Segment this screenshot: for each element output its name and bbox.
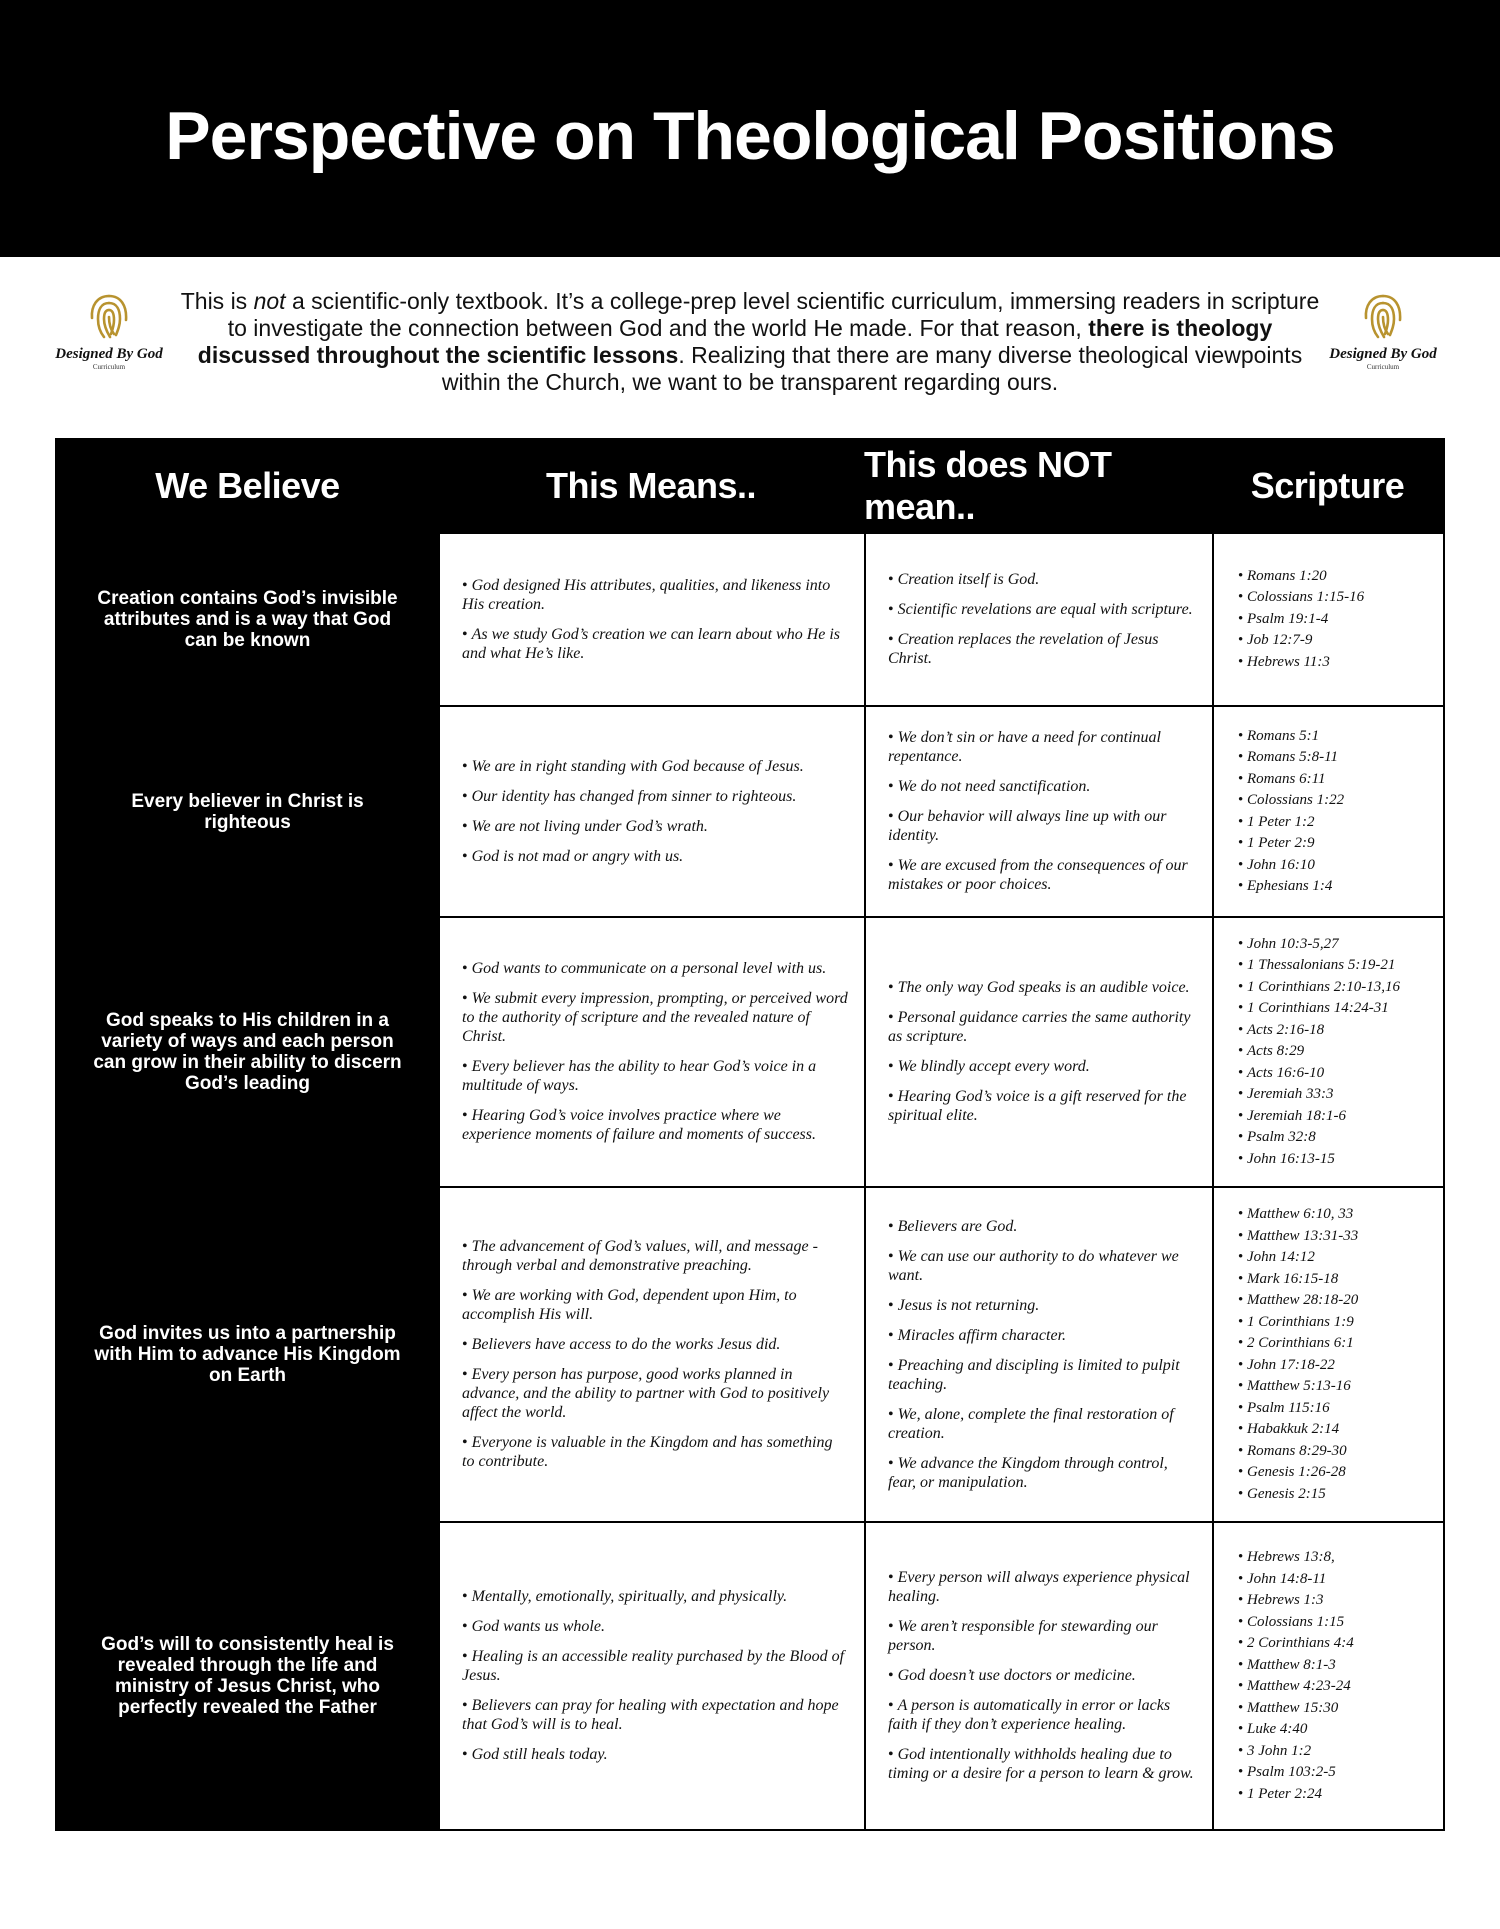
list-item: • John 14:8-11: [1238, 1569, 1427, 1591]
logo-sub-text: Curriculum: [92, 363, 126, 371]
page-title: Perspective on Theological Positions: [165, 97, 1335, 174]
list-item: • Romans 8:29-30: [1238, 1441, 1427, 1463]
list-item: • Psalm 32:8: [1238, 1127, 1427, 1149]
list-item: • 2 Corinthians 6:1: [1238, 1333, 1427, 1355]
list-item: • Miracles affirm character.: [888, 1326, 1196, 1345]
list-item: • God wants to communicate on a personal level with us.: [462, 959, 848, 978]
intro-bold: there is theology discussed throughout the scientific lessons: [197, 315, 1273, 368]
list-item: • Every person has purpose, good works planned in advance, and the ability to partner with God to positively affect the world.: [462, 1365, 848, 1422]
list-item: • Hebrews 11:3: [1238, 652, 1427, 674]
list-item: • We are working with God, dependent upon Him, to accomplish His will.: [462, 1286, 848, 1324]
belief-statement: Creation contains God’s invisible attributes and is a way that God can be known: [57, 534, 438, 705]
list-item: • John 14:12: [1238, 1247, 1427, 1269]
list-item: • The only way God speaks is an audible voice.: [888, 978, 1196, 997]
header-this-means: This Means..: [545, 465, 757, 506]
means-cell: [438, 1523, 864, 1829]
list-item: • God designed His attributes, qualities, and likeness into His creation.: [462, 576, 848, 614]
intro-paragraph: [180, 288, 1320, 396]
list-item: • Genesis 1:26-28: [1238, 1462, 1427, 1484]
list-item: • Hearing God’s voice involves practice where we experience moments of failure and moments of success.: [462, 1106, 848, 1144]
table-row: [57, 1521, 1443, 1829]
belief-statement: God speaks to His children in a variety of ways and each person can grow in their ability to discern God’s leading: [57, 918, 438, 1186]
list-item: • Romans 6:11: [1238, 769, 1427, 791]
list-item: • Colossians 1:22: [1238, 790, 1427, 812]
table-body: [57, 532, 1443, 1829]
list-item: • We advance the Kingdom through control, fear, or manipulation.: [888, 1454, 1196, 1492]
logo-brand-text: Designed By God: [1329, 346, 1437, 362]
list-item: • We do not need sanctification.: [888, 777, 1196, 796]
means-cell: [438, 707, 864, 916]
intro-text-1: This is: [180, 288, 254, 314]
list-item: • 1 Peter 2:9: [1238, 833, 1427, 855]
list-item: • Everyone is valuable in the Kingdom and has something to contribute.: [462, 1433, 848, 1471]
not-mean-cell: [864, 918, 1212, 1186]
logo-left: [44, 288, 174, 383]
list-item: • Luke 4:40: [1238, 1719, 1427, 1741]
list-item: • Colossians 1:15: [1238, 1612, 1427, 1634]
fingerprint-icon: [1355, 288, 1411, 344]
list-item: • We, alone, complete the final restoration of creation.: [888, 1405, 1196, 1443]
list-item: • Believers are God.: [888, 1217, 1196, 1236]
list-item: • Acts 8:29: [1238, 1041, 1427, 1063]
list-item: • Psalm 19:1-4: [1238, 609, 1427, 631]
list-item: • Believers can pray for healing with expectation and hope that God’s will is to heal.: [462, 1696, 848, 1734]
list-item: • God wants us whole.: [462, 1617, 848, 1636]
logo-right: [1318, 288, 1448, 383]
logo-brand-text: Designed By God: [55, 346, 163, 362]
list-item: • Scientific revelations are equal with scripture.: [888, 600, 1196, 619]
not-mean-cell: [864, 707, 1212, 916]
list-item: • We don’t sin or have a need for continual repentance.: [888, 728, 1196, 766]
list-item: • Creation itself is God.: [888, 570, 1196, 589]
means-cell: [438, 1188, 864, 1521]
list-item: • 1 Peter 2:24: [1238, 1784, 1427, 1806]
means-cell: [438, 918, 864, 1186]
list-item: • Preaching and discipling is limited to pulpit teaching.: [888, 1356, 1196, 1394]
table-header: [57, 440, 1443, 532]
list-item: • Jeremiah 18:1-6: [1238, 1106, 1427, 1128]
list-item: • Creation replaces the revelation of Jesus Christ.: [888, 630, 1196, 668]
list-item: • Believers have access to do the works Jesus did.: [462, 1335, 848, 1354]
list-item: • Matthew 4:23-24: [1238, 1676, 1427, 1698]
list-item: • As we study God’s creation we can learn about who He is and what He’s like.: [462, 625, 848, 663]
table-row: [57, 916, 1443, 1186]
header-scripture: Scripture: [1250, 465, 1405, 506]
scripture-cell: [1212, 534, 1443, 705]
header-does-not-mean: This does NOT mean..: [864, 444, 1112, 527]
list-item: • John 17:18-22: [1238, 1355, 1427, 1377]
list-item: • We aren’t responsible for stewarding our person.: [888, 1617, 1196, 1655]
table-row: [57, 705, 1443, 916]
list-item: • We are not living under God’s wrath.: [462, 817, 848, 836]
list-item: • Hebrews 13:8,: [1238, 1547, 1427, 1569]
list-item: • Matthew 5:13-16: [1238, 1376, 1427, 1398]
list-item: • A person is automatically in error or lacks faith if they don’t experience healing.: [888, 1696, 1196, 1734]
list-item: • Acts 16:6-10: [1238, 1063, 1427, 1085]
list-item: • Matthew 15:30: [1238, 1698, 1427, 1720]
list-item: • Mentally, emotionally, spiritually, and physically.: [462, 1587, 848, 1606]
belief-statement: Every believer in Christ is righteous: [57, 707, 438, 916]
list-item: • John 10:3-5,27: [1238, 934, 1427, 956]
not-mean-cell: [864, 1188, 1212, 1521]
list-item: • God is not mad or angry with us.: [462, 847, 848, 866]
list-item: • Ephesians 1:4: [1238, 876, 1427, 898]
list-item: • Every believer has the ability to hear God’s voice in a multitude of ways.: [462, 1057, 848, 1095]
list-item: • We are in right standing with God because of Jesus.: [462, 757, 848, 776]
list-item: • God still heals today.: [462, 1745, 848, 1764]
list-item: • Matthew 8:1-3: [1238, 1655, 1427, 1677]
intro-text-3: . Realizing that there are many diverse theological viewpoints within the Church, we want to be transparent regarding ours.: [441, 342, 1303, 395]
list-item: • Our behavior will always line up with our identity.: [888, 807, 1196, 845]
list-item: • God doesn’t use doctors or medicine.: [888, 1666, 1196, 1685]
list-item: • Romans 5:8-11: [1238, 747, 1427, 769]
list-item: • Our identity has changed from sinner to righteous.: [462, 787, 848, 806]
list-item: • 1 Corinthians 1:9: [1238, 1312, 1427, 1334]
list-item: • 1 Corinthians 2:10-13,16: [1238, 977, 1427, 999]
list-item: • Healing is an accessible reality purchased by the Blood of Jesus.: [462, 1647, 848, 1685]
list-item: • Colossians 1:15-16: [1238, 587, 1427, 609]
scripture-cell: [1212, 918, 1443, 1186]
list-item: • Genesis 2:15: [1238, 1484, 1427, 1506]
list-item: • Romans 1:20: [1238, 566, 1427, 588]
list-item: • Matthew 6:10, 33: [1238, 1204, 1427, 1226]
list-item: • Matthew 28:18-20: [1238, 1290, 1427, 1312]
list-item: • Job 12:7-9: [1238, 630, 1427, 652]
list-item: • John 16:10: [1238, 855, 1427, 877]
list-item: • 3 John 1:2: [1238, 1741, 1427, 1763]
scripture-cell: [1212, 707, 1443, 916]
list-item: • Hebrews 1:3: [1238, 1590, 1427, 1612]
list-item: • John 16:13-15: [1238, 1149, 1427, 1171]
intro-emphasis: not: [253, 288, 286, 314]
list-item: • Personal guidance carries the same authority as scripture.: [888, 1008, 1196, 1046]
positions-table: [55, 438, 1445, 1831]
scripture-cell: [1212, 1188, 1443, 1521]
header-we-believe: We Believe: [155, 465, 340, 506]
list-item: • 1 Thessalonians 5:19-21: [1238, 955, 1427, 977]
list-item: • God intentionally withholds healing due to timing or a desire for a person to learn & grow.: [888, 1745, 1196, 1783]
list-item: • We submit every impression, prompting, or perceived word to the authority of scripture and the revealed nature of Christ.: [462, 989, 848, 1046]
list-item: • Acts 2:16-18: [1238, 1020, 1427, 1042]
list-item: • Jeremiah 33:3: [1238, 1084, 1427, 1106]
list-item: • Habakkuk 2:14: [1238, 1419, 1427, 1441]
list-item: • Matthew 13:31-33: [1238, 1226, 1427, 1248]
list-item: • Mark 16:15-18: [1238, 1269, 1427, 1291]
belief-statement: God’s will to consistently heal is revealed through the life and ministry of Jesus Christ, who perfectly revealed the Father: [57, 1523, 438, 1829]
table-row: [57, 1186, 1443, 1521]
list-item: • We are excused from the consequences of our mistakes or poor choices.: [888, 856, 1196, 894]
title-banner: [0, 0, 1500, 257]
scripture-cell: [1212, 1523, 1443, 1829]
logo-sub-text: Curriculum: [1366, 363, 1400, 371]
list-item: • Every person will always experience physical healing.: [888, 1568, 1196, 1606]
list-item: • Jesus is not returning.: [888, 1296, 1196, 1315]
list-item: • Romans 5:1: [1238, 726, 1427, 748]
list-item: • Psalm 103:2-5: [1238, 1762, 1427, 1784]
list-item: • The advancement of God’s values, will, and message - through verbal and demonstrative preaching.: [462, 1237, 848, 1275]
list-item: • 1 Peter 1:2: [1238, 812, 1427, 834]
not-mean-cell: [864, 1523, 1212, 1829]
list-item: • 2 Corinthians 4:4: [1238, 1633, 1427, 1655]
means-cell: [438, 534, 864, 705]
list-item: • Hearing God’s voice is a gift reserved for the spiritual elite.: [888, 1087, 1196, 1125]
not-mean-cell: [864, 534, 1212, 705]
list-item: • We blindly accept every word.: [888, 1057, 1196, 1076]
table-row: [57, 532, 1443, 705]
belief-statement: God invites us into a partnership with Him to advance His Kingdom on Earth: [57, 1188, 438, 1521]
intro-text-2: a scientific-only textbook. It’s a college-prep level scientific curriculum, immersing readers in scripture to investigate the connection between God and the world He made. For that reason,: [227, 288, 1320, 341]
list-item: • Psalm 115:16: [1238, 1398, 1427, 1420]
list-item: • 1 Corinthians 14:24-31: [1238, 998, 1427, 1020]
list-item: • We can use our authority to do whatever we want.: [888, 1247, 1196, 1285]
fingerprint-icon: [81, 288, 137, 344]
